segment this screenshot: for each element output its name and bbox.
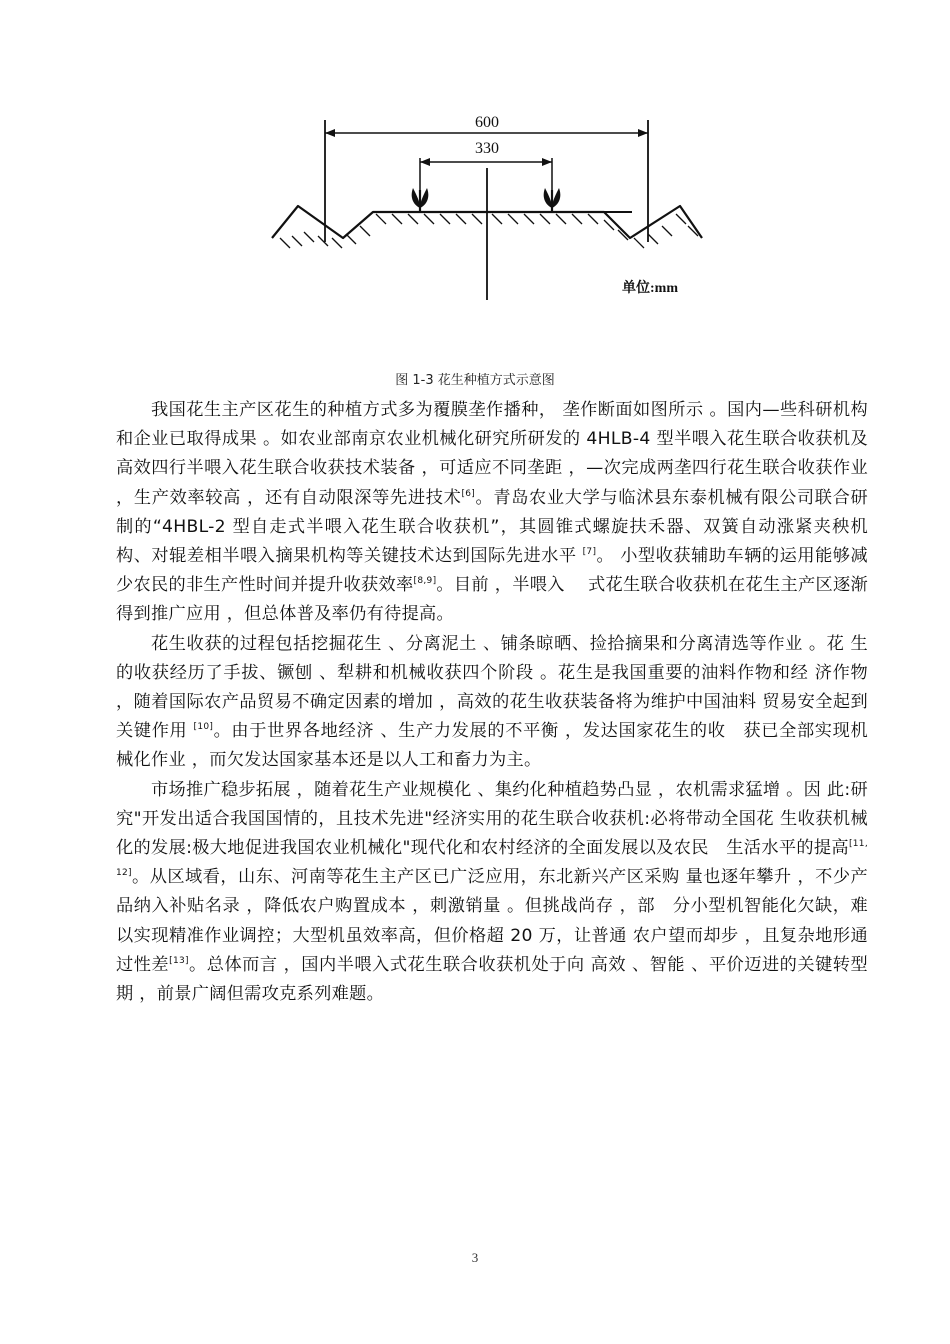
text-run: 我国花生主产区花生的种植方式多为覆膜垄作播种， 垄作断面如图所示 。国内—些科研机构和企业已取得成果 。如农业部南京农业机械化研究所研发的 4HLB-4 型半喂入花生联合收获机及高效四行半喂入花生联合收获技术装备 ，可适应不同垄距 ，—次完成两垄四行花生联合收获作业 ，生产效率较高 ，还有自动限深等先进技术 <box>116 400 868 508</box>
dimension-600-label: 600 <box>475 114 499 131</box>
paragraph-3 <box>116 776 868 1010</box>
citation-ref: [7] <box>582 547 597 558</box>
text-run: 市场推广稳步拓展 ，随着花生产业规模化 、集约化种植趋势凸显 ，农机需求猛增 。因 此:研究"开发出适合我国国情的，且技术先进"经济实用的花生联合收获机:必将带动全国花 生收获机械化的发展:极大地促进我国农业机械化"现代化和农村经济的全面发展以及农民 生活水平的提高 <box>116 779 868 859</box>
dimension-330-label: 330 <box>475 140 499 157</box>
citation-ref: [8,9] <box>413 576 437 587</box>
body-text <box>116 396 868 1009</box>
page-number: 3 <box>471 1250 479 1265</box>
peanut-plant-left-icon <box>412 188 429 212</box>
paragraph-2 <box>116 630 868 776</box>
ridge-cross-section-drawing <box>0 0 950 360</box>
planting-diagram <box>0 0 950 360</box>
text-run: 。从区域看，山东、河南等花生主产区已广泛应用，东北新兴产区采购 量也逐年攀升 ，不少产品纳入补贴名录 ，降低农户购置成本 ，刺激销量 。但挑战尚存 ，部 分小型机智能化欠缺，难以实现精准作业调控；大型机虽效率高，但价格超 20 万，让普通 农户望而却步 ，且复杂地形通过性差 <box>116 867 868 975</box>
citation-ref: [6] <box>461 488 476 499</box>
citation-ref: [10] <box>193 722 214 733</box>
text-run: 。 小型收获辅助车辆的运用能够减少农民的非生产性时间并提升收获效率 <box>116 546 868 596</box>
citation-ref: [13] <box>169 955 189 966</box>
text-run: 。总体而言 ，国内半喂入式花生联合收获机处于向 高效 、智能 、平价迈进的关键转型期 ，前景广阔但需攻克系列难题。 <box>116 954 868 1005</box>
text-run: 花生收获的过程包括挖掘花生 、分离泥土 、铺条晾晒、捡拾摘果和分离清选等作业 。花 生的收获经历了手拔、镢刨 、犁耕和机械收获四个阶段 。花生是我国重要的油料作物和经 济作物 ，随着国际农产品贸易不确定因素的增加 ，高效的花生收获装备将为维护中国油料 贸易安全起到关键作用 <box>116 633 868 742</box>
text-run: 。青岛农业大学与临沭县东泰机械有限公司联合研制的“4HBL-2 型自走式半喂入花生联合收获机”，其圆锥式螺旋扶禾器、双簧自动涨紧夹秧机构、对辊差相半喂入摘果机构等关键技术达到国际先进水平 <box>116 487 868 567</box>
citation-ref: [11, 12] <box>116 839 868 879</box>
peanut-plant-right-icon <box>544 188 561 212</box>
figure-caption: 图 1-3 花生种植方式示意图 <box>395 373 555 388</box>
text-run: 。目前 ，半喂入 式花生联合收获机在花生主产区逐渐得到推广应用 ，但总体普及率仍有待提高。 <box>116 575 868 625</box>
unit-label: 单位:mm <box>622 281 678 296</box>
paragraph-1 <box>116 396 868 630</box>
text-run: 。由于世界各地经济 、生产力发展的不平衡 ，发达国家花生的收 获已全部实现机械化作业 ，而欠发达国家基本还是以人工和畜力为主。 <box>116 721 868 771</box>
